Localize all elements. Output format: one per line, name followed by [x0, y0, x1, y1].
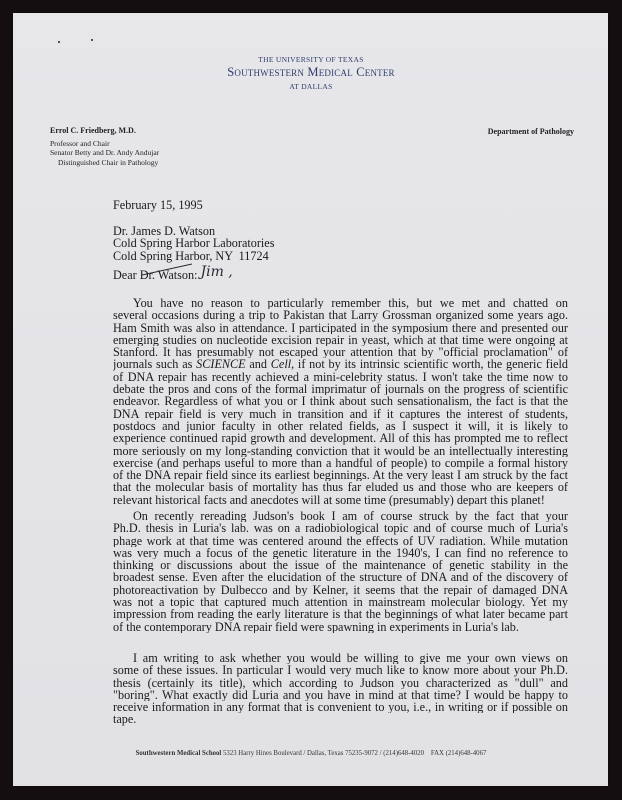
paragraph-line: You have no reason to particularly remember this, but we met and chatted on	[133, 297, 568, 310]
sender-chair-cont: Distinguished Chair in Pathology	[58, 157, 159, 167]
paragraph-line: experience continued rapid growth and development. All of this has prompted me to reflect	[113, 432, 568, 445]
recipient-org: Cold Spring Harbor Laboratories	[113, 236, 275, 251]
struck-text: Dr. Watson:	[139, 268, 198, 282]
paragraph-line: receive information in any format that is convenient to you, i.e., in writing or if possible on	[113, 701, 568, 714]
recipient-city: Cold Spring Harbor, NY 11724	[113, 248, 269, 263]
paragraph-line: of the DNA repair field since its earliest beginnings. At the very least I am struck by the fact	[113, 469, 568, 482]
punch-mark	[91, 39, 93, 41]
paragraph-line: Ham Smith was also in attendance. I participated in the symposium there and presented our	[113, 321, 568, 334]
sender-block	[50, 126, 159, 167]
paragraph-line: more seriously on my long-standing conviction that it would be an intellectually interesting	[113, 444, 568, 457]
paragraph-line: Ph.D. thesis in Luria's lab. was on a radiobiological topic and of course much of Luria's	[113, 522, 568, 535]
paragraph-line: phage work at that time was centered around the effects of UV radiation. While mutation	[113, 534, 568, 547]
salutation-dear: Dear	[113, 268, 140, 282]
letterhead-university: THE UNIVERSITY OF TEXAS	[258, 55, 364, 64]
paragraph-line: endeavor. Regardless of what you or I think about such sensationalism, the fact is that the	[113, 395, 568, 408]
paragraph-2	[113, 510, 568, 633]
paragraph-line: photoreactivation by Dulbecco and by Kelner, it seems that the repair of damaged DNA	[113, 583, 568, 597]
sender-chair: Senator Betty and Dr. Andy Andujar	[50, 148, 160, 157]
paragraph-line: journals such as SCIENCE and Cell, if not by its intrinsic scientific worth, the generic field	[113, 358, 568, 371]
paragraph-line: impression from reading the early literature is that the beginnings of what later became part	[113, 608, 568, 621]
sender-title: Professor and Chair	[50, 138, 110, 148]
paragraph-line: broadest sense. Even after the elucidation of the structure of DNA and of the discovery of	[113, 571, 568, 584]
paragraph-3	[113, 652, 568, 726]
sender-name: Errol C. Friedberg, M.D.	[50, 126, 136, 135]
footer-address: 5323 Harry Hines Boulevard / Dallas, Texas 75235-9072 / (214)648-4020 FAX (214)648-4067	[223, 750, 487, 757]
salutation	[113, 264, 568, 282]
paragraph-line: of DNA repair has recently achieved a mini-celebrity status. I won't take the time now to	[113, 370, 568, 384]
paragraph-line: thesis (certainly its title), which according to Judson you characterized as "dull" and	[113, 676, 568, 689]
paragraph-line: debate the pros and cons of the formal imprimatur of journals on the progress of scientific	[113, 383, 568, 396]
handwritten-name: Jim ,	[200, 264, 233, 280]
paragraph-line: several occasions during a trip to Pakistan that Larry Grossman organized some years ago.	[113, 309, 568, 322]
punch-mark	[58, 41, 60, 43]
footer	[0, 750, 622, 757]
paragraph-line: emerging studies on nucleotide excision repair in yeast, which at that time were ongoing at	[113, 333, 568, 347]
paragraph-line: On recently rereading Judson's book I am of course struck by the fact that your	[133, 510, 568, 523]
paragraph-line: postdocs and junior faculty in other related fields, as I suspect it will, it is likely to	[113, 419, 568, 433]
salutation-struck-name	[140, 268, 198, 282]
paragraph-line: that the molecular basis of mortality has thus far eluded us and those who are keepers of	[113, 481, 568, 494]
recipient-name: Dr. James D. Watson	[113, 224, 216, 238]
paragraph-1	[113, 297, 568, 506]
paragraph-line: Stanford. It has presumably not escaped your attention that by "official proclamation" of	[113, 346, 568, 359]
paragraph-line: relevant historical facts and anecdotes will at some time (presumably) depart this planet!	[113, 493, 545, 507]
paragraph-line: was not a topic that captured much attention in mainstream molecular biology. Yet my	[113, 596, 568, 609]
paragraph-line: some of these issues. In particular I would very much like to know more about your Ph.D.	[113, 664, 568, 677]
letterhead-center: Southwestern Medical Center	[227, 65, 395, 79]
paragraph-line: exercise (and perhaps useful to more than a handful of people) to compile a formal history	[113, 456, 568, 470]
footer-school: Southwestern Medical School	[135, 750, 222, 757]
paragraph-line: of the contemporary DNA repair field were spawning in experiments in Luria's lab.	[113, 620, 519, 633]
paragraph-line: was very much a focus of the genetic literature in the 1940's, I can find no reference to	[113, 546, 568, 560]
department-name: Department of Pathology	[487, 127, 574, 136]
paragraph-line: "boring". What exactly did Luria and you have in mind at that time? I would be happy to	[113, 688, 568, 702]
paragraph-line: tape.	[113, 713, 137, 726]
paragraph-line: I am writing to ask whether you would be willing to give me your own views on	[133, 652, 568, 665]
recipient-address	[113, 225, 568, 262]
letter-date: February 15, 1995	[113, 198, 203, 212]
paragraph-line: DNA repair field is very much in transition and if it captures the interest of students,	[113, 407, 568, 420]
paragraph-line: thinking or discussions about the issue of the maintenance of genetic stability in the	[113, 559, 568, 572]
letterhead-location: AT DALLAS	[289, 82, 333, 91]
